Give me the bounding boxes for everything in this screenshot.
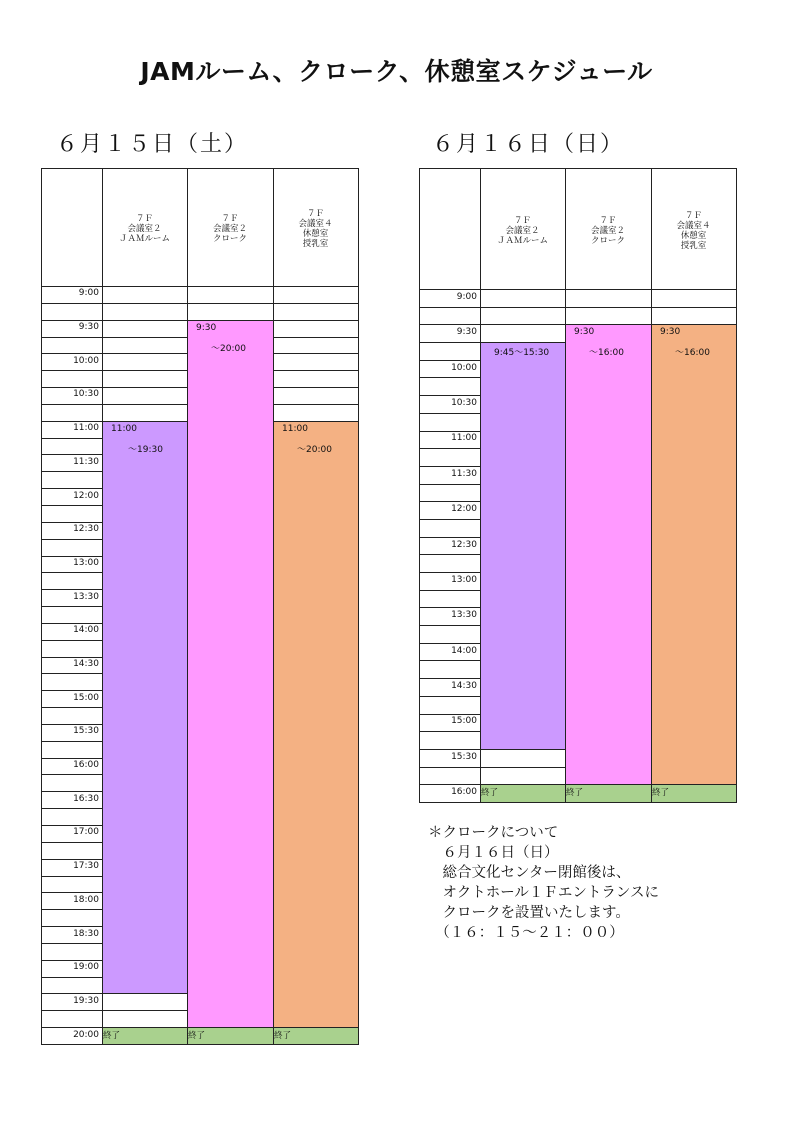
schedule-block-rest — [651, 324, 736, 784]
page-title: JAMルーム、クローク、休憩室スケジュール — [140, 57, 653, 86]
column-header: ７Ｆ 会議室２ クローク — [590, 215, 625, 246]
time-label: 9:30 — [78, 322, 99, 333]
time-label: 9:00 — [78, 288, 99, 299]
time-label: 10:00 — [451, 362, 477, 373]
time-label: 18:30 — [73, 928, 99, 939]
end-cell — [102, 1027, 187, 1044]
time-label: 10:30 — [451, 397, 477, 408]
time-label: 9:00 — [456, 291, 477, 302]
time-label: 11:00 — [73, 423, 99, 434]
time-label: 19:00 — [73, 962, 99, 973]
note-line: 総合文化センター閉館後は、 — [428, 865, 631, 881]
time-label: 16:30 — [73, 793, 99, 804]
block-start-time: 11:00 — [282, 423, 308, 434]
time-label: 15:30 — [73, 726, 99, 737]
column-header: ７Ｆ 会議室２ ＪＡＭルーム — [118, 214, 170, 244]
end-label: 終了 — [103, 1031, 121, 1042]
time-label: 16:00 — [73, 760, 99, 771]
column-header: ７Ｆ 会議室２ ＪＡＭルーム — [496, 215, 548, 246]
time-label: 10:30 — [73, 389, 99, 400]
day1-title: ６月１５日（土） — [56, 132, 249, 157]
time-label: 9:30 — [456, 327, 477, 338]
block-start-time: 9:30 — [660, 327, 681, 338]
end-label: 終了 — [566, 788, 584, 799]
day2-title: ６月１６日（日） — [432, 132, 625, 157]
block-end-time: ～19:30 — [128, 444, 163, 455]
block-end-time: ～16:00 — [675, 348, 710, 359]
block-end-time: ～16:00 — [589, 348, 624, 359]
time-label: 11:30 — [73, 456, 99, 467]
time-label: 14:30 — [73, 659, 99, 669]
column-header: ７Ｆ 会議室４ 休憩室 授乳室 — [676, 210, 711, 251]
time-label: 12:30 — [73, 524, 99, 535]
time-label: 13:00 — [73, 557, 99, 568]
schedule-block-cloak — [187, 320, 273, 1027]
end-cell — [565, 784, 651, 802]
end-cell — [480, 784, 565, 802]
note-line: クロークを設置いたします。 — [428, 905, 630, 921]
time-label: 13:30 — [451, 610, 477, 621]
column-header: ７Ｆ 会議室２ クローク — [212, 214, 247, 244]
time-label: 12:00 — [73, 490, 99, 501]
note-line: ＊クロークについて — [428, 825, 559, 841]
note-line: オクトホール１Ｆエントランスに — [428, 885, 659, 901]
note-line: ６月１６日（日） — [428, 845, 559, 861]
time-label: 19:30 — [73, 995, 99, 1006]
time-label: 15:00 — [73, 692, 99, 703]
time-label: 17:30 — [73, 861, 99, 872]
time-label: 11:30 — [451, 468, 477, 479]
time-label: 14:30 — [451, 681, 477, 692]
time-label: 14:00 — [73, 625, 99, 636]
time-label: 17:00 — [73, 827, 99, 838]
time-label: 20:00 — [73, 1029, 99, 1040]
end-label: 終了 — [481, 788, 499, 799]
time-label: 11:00 — [451, 433, 477, 444]
schedule-block-jam — [102, 421, 187, 994]
time-label: 15:30 — [451, 751, 477, 762]
time-label: 10:00 — [73, 355, 99, 366]
end-cell — [273, 1027, 358, 1044]
schedule-block-jam — [480, 342, 565, 749]
time-label: 12:00 — [451, 504, 477, 515]
schedule-block-cloak — [565, 324, 651, 784]
end-cell — [651, 784, 736, 802]
block-start-time: 9:30 — [574, 327, 595, 338]
end-label: 終了 — [652, 788, 670, 799]
time-label: 12:30 — [451, 539, 477, 550]
block-end-time: ～20:00 — [211, 343, 246, 354]
note-line: （１６：１５～２１：００） — [428, 925, 624, 941]
day1-schedule-table — [41, 168, 359, 1045]
block-end-time: ～20:00 — [297, 444, 332, 455]
cloak-note — [428, 823, 659, 943]
day2-schedule-table — [419, 168, 737, 803]
block-time-range: 9:45～15:30 — [494, 348, 550, 359]
block-start-time: 11:00 — [111, 423, 137, 434]
end-label: 終了 — [188, 1031, 206, 1042]
end-cell — [187, 1027, 273, 1044]
time-label: 18:00 — [73, 894, 99, 905]
time-label: 13:30 — [73, 591, 99, 602]
column-header: ７Ｆ 会議室４ 休憩室 授乳室 — [298, 209, 333, 249]
block-start-time: 9:30 — [196, 322, 217, 333]
time-label: 13:00 — [451, 574, 477, 585]
time-label: 16:00 — [451, 787, 477, 798]
end-label: 終了 — [274, 1031, 292, 1042]
time-label: 14:00 — [451, 645, 477, 656]
schedule-block-rest — [273, 421, 358, 1027]
time-label: 15:00 — [451, 716, 477, 727]
